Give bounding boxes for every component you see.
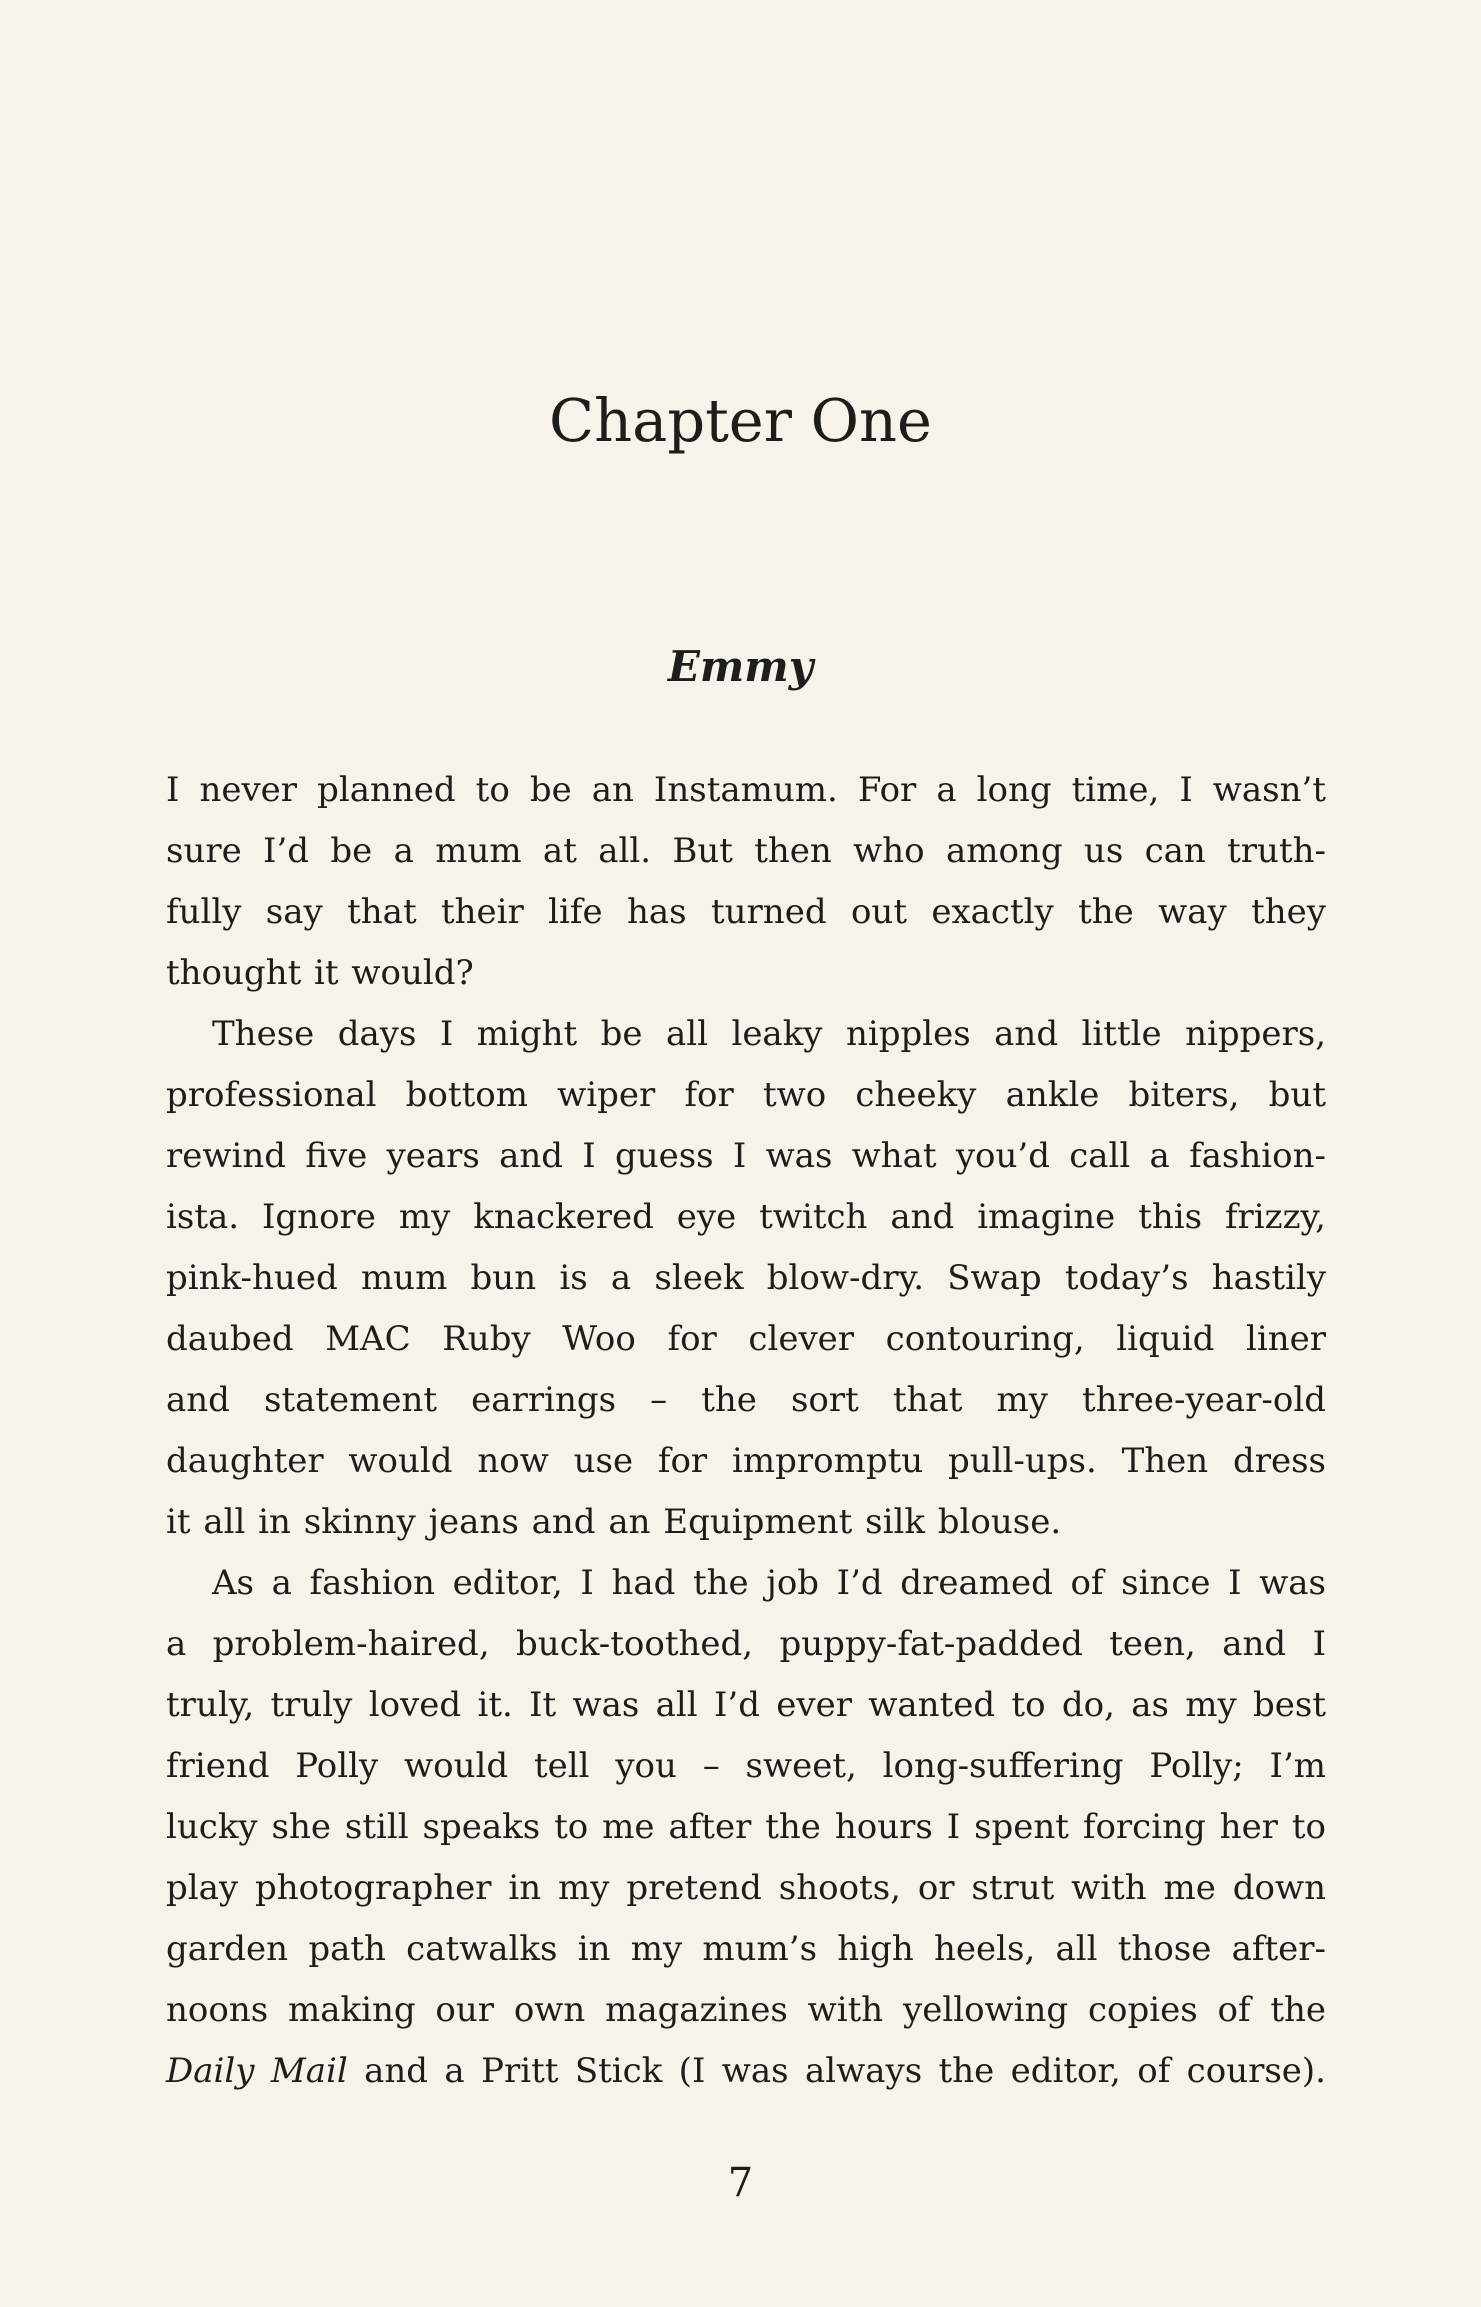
text-line: sure I’d be a mum at all. But then who among us can truth- [166,831,1326,871]
chapter-title: Chapter One [549,386,932,455]
text-line: rewind five years and I guess I was what you’d call a fashion- [166,1136,1326,1176]
text-line: lucky she still speaks to me after the hours I spent forcing her to [166,1807,1326,1847]
italic-title-daily-mail: Daily Mail [166,2051,348,2091]
text-line: noons making our own magazines with yellowing copies of the [166,1990,1326,2030]
text-line: As a fashion editor, I had the job I’d dreamed of since I was [212,1563,1326,1603]
text-line: and statement earrings – the sort that my three-year-old [166,1380,1326,1420]
text-line: daubed MAC Ruby Woo for clever contouring, liquid liner [166,1319,1326,1359]
text-line: ista. Ignore my knackered eye twitch and imagine this frizzy, [166,1197,1326,1237]
text-line: garden path catwalks in my mum’s high heels, all those after- [166,1929,1326,1969]
text-line: These days I might be all leaky nipples and little nippers, [212,1014,1326,1054]
text-line: thought it would? [166,953,474,993]
text-line: a problem-haired, buck-toothed, puppy-fat-padded teen, and I [166,1624,1326,1664]
text-line: truly, truly loved it. It was all I’d ever wanted to do, as my best [166,1685,1326,1725]
text-line: it all in skinny jeans and an Equipment silk blouse. [166,1502,1062,1542]
text-line: professional bottom wiper for two cheeky ankle biters, but [166,1075,1326,1115]
text-line: I never planned to be an Instamum. For a long time, I wasn’t [166,770,1326,810]
text-line-rest: and a Pritt Stick (I was always the editor, of course). [347,2051,1326,2091]
text-line: daughter would now use for impromptu pull-ups. Then dress [166,1441,1326,1481]
page-number: 7 [727,2160,754,2206]
text-line [166,2041,1326,2102]
chapter-pov-name: Emmy [667,642,814,691]
text-line: pink-hued mum bun is a sleek blow-dry. Swap today’s hastily [166,1258,1326,1298]
body-text [166,760,1326,2102]
text-line: fully say that their life has turned out exactly the way they [166,892,1326,932]
text-line: play photographer in my pretend shoots, or strut with me down [166,1868,1326,1908]
text-line: friend Polly would tell you – sweet, long-suffering Polly; I’m [166,1746,1326,1786]
